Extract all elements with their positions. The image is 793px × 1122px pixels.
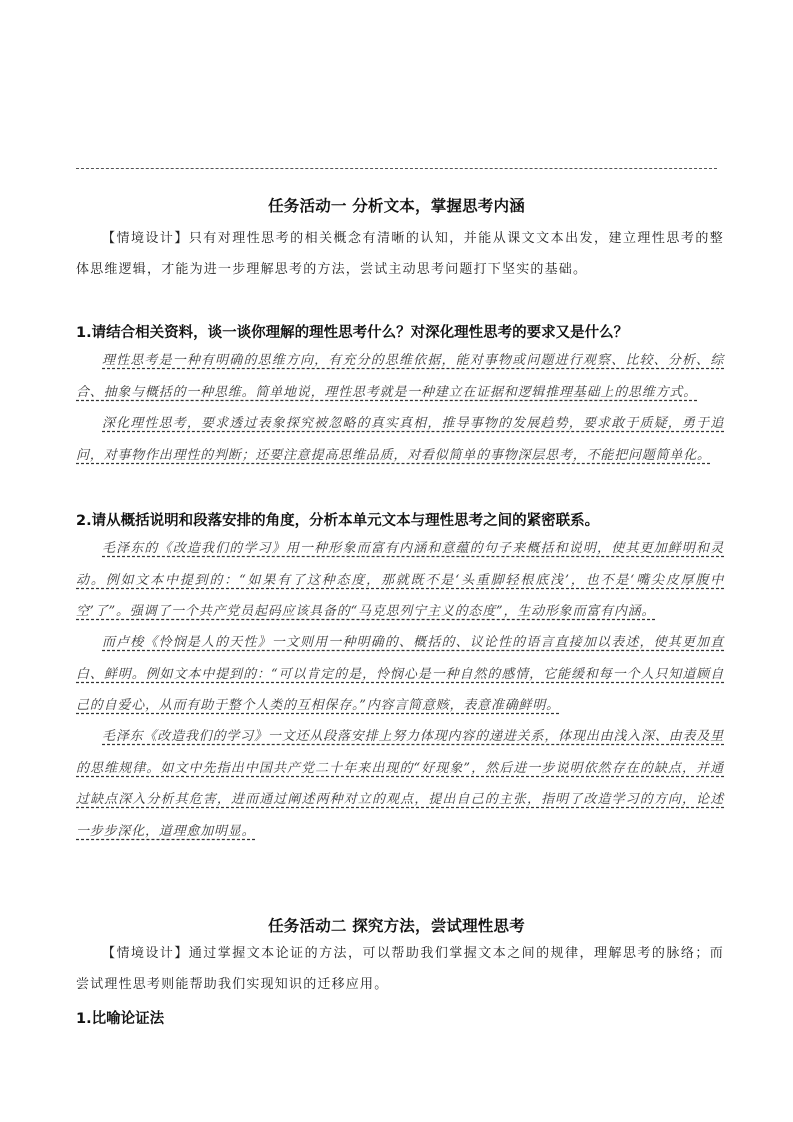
answer-2-paragraph-1: 毛泽东的《改造我们的学习》用一种形象而富有内涵和意蕴的句子来概括和说明，使其更加鲜明和灵动。例如文本中提到的：“如果有了这种态度，那就既不是‘头重脚轻根底浅’，也不是‘嘴尖皮厚腹中空’了”。强调了一个共产党员起码应该具备的“马克思列宁主义的态度”，生动形象而富有内涵。: [76, 541, 724, 619]
answer-2-paragraph-3: 毛泽东《改造我们的学习》一文还从段落安排上努力体现内容的递进关系，体现出由浅入深、由表及里的思维规律。如文中先指出中国共产党二十年来出现的“好现象”，然后进一步说明依然存在的缺点，并通过缺点深入分析其危害，进而通过阐述两种对立的观点，提出自己的主张，指明了改造学习的方向，论述一步步深化，道理愈加明显。: [76, 729, 724, 839]
answer-1-paragraph-2: 深化理性思考，要求透过表象探究被忽略的真实真相，推导事物的发展趋势，要求敢于质疑，勇于追问，对事物作出理性的判断；还要注意提高思维品质，对看似简单的事物深层思考，不能把问题简单化。: [76, 416, 724, 463]
method-heading: 1.比喻论证法: [76, 1011, 165, 1027]
activity1-context: 【情境设计】只有对理性思考的相关概念有清晰的认知，并能从课文文本出发，建立理性思考的整体思维逻辑，才能为进一步理解思考的方法，尝试主动思考问题打下坚实的基础。: [76, 231, 724, 277]
activity2-title: 任务活动二 探究方法，尝试理性思考: [268, 917, 525, 935]
question-1: 1.请结合相关资料，谈一谈你理解的理性思考什么？对深化理性思考的要求又是什么？: [76, 325, 629, 341]
answer-1-paragraph-1: 理性思考是一种有明确的思维方向，有充分的思维依据，能对事物或问题进行观察、比较、分析、综合、抽象与概括的一种思维。简单地说，理性思考就是一种建立在证据和逻辑推理基础上的思维方式。: [76, 353, 724, 400]
activity2-context: 【情境设计】通过掌握文本论证的方法，可以帮助我们掌握文本之间的规律，理解思考的脉络；而尝试理性思考则能帮助我们实现知识的迁移应用。: [76, 946, 724, 992]
activity1-title: 任务活动一 分析文本，掌握思考内涵: [268, 197, 525, 215]
question-2: 2.请从概括说明和段落安排的角度，分析本单元文本与理性思考之间的紧密联系。: [76, 513, 600, 529]
answer-2-paragraph-2: 而卢梭《怜悯是人的天性》一文则用一种明确的、概括的、议论性的语言直接加以表述，使其更加直白、鲜明。例如文本中提到的：“可以肯定的是，怜悯心是一种自然的感情，它能缓和每一个人只知道顾自己的自爱心，从而有助于整个人类的互相保存。”内容言简意赅，表意准确鲜明。: [76, 635, 724, 713]
section-divider: [76, 168, 717, 169]
